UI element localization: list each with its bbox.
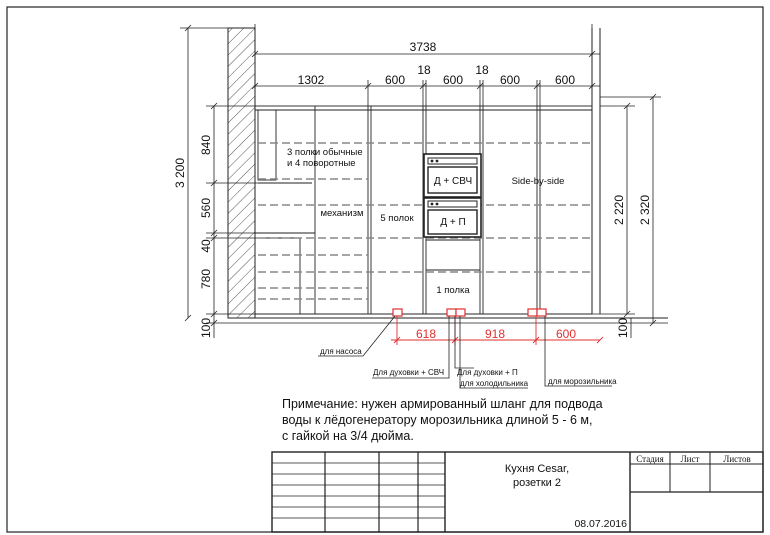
sheet-column-header: Лист: [680, 454, 700, 464]
drawing-date: 08.07.2016: [574, 518, 627, 530]
stage-column-header: Стадия: [636, 454, 664, 464]
oven-microwave-label: Д + СВЧ: [433, 176, 473, 187]
fridge-label: Side-by-side: [511, 176, 565, 187]
one-shelf-label: 1 полка: [436, 285, 470, 296]
freezer-socket-callout: для морозильника: [548, 377, 617, 386]
socket-dim-3: 600: [555, 327, 577, 341]
sheets-column-header: Листов: [723, 454, 751, 464]
note-line-3: с гайкой на 3/4 дюйма.: [282, 429, 414, 443]
total-height-label: 3 200: [173, 157, 187, 189]
right-plinth-label: 100: [616, 317, 630, 339]
socket-markers: [393, 309, 546, 316]
note-line-2: воды к лёдогенератору морозильника длиной 5 - 6 м,: [282, 413, 593, 427]
note-line-1: Примечание: нужен армированный шланг для подвода: [282, 397, 603, 411]
socket-dim-1: 618: [415, 327, 437, 341]
height-lower-label: 780: [199, 268, 213, 290]
pump-socket-callout: для насоса: [320, 347, 362, 356]
five-shelves-label: 5 полок: [380, 213, 414, 224]
column-height-label: 2 320: [638, 194, 652, 226]
project-name: Кухня Cesar,: [504, 463, 570, 475]
dim-segment-3: 18: [417, 63, 431, 77]
dim-segment-5: 18: [475, 63, 489, 77]
dim-segment-1: 1302: [297, 73, 325, 87]
dim-segment-2: 600: [384, 73, 406, 87]
fridge-height-label: 2 220: [612, 194, 626, 226]
mechanism-label: механизм: [320, 208, 364, 219]
dim-segment-6: 600: [499, 73, 521, 87]
oven-steam-label: Д + П: [440, 217, 466, 228]
fridge-socket-callout: для холодильника: [460, 379, 529, 388]
wall-section: [228, 28, 255, 318]
oven-microwave-socket-callout: Для духовки + СВЧ: [373, 368, 445, 377]
rotating-shelves-label: и 4 поворотные: [287, 158, 356, 169]
height-middle-label: 560: [199, 197, 213, 219]
dim-segment-7: 600: [554, 73, 576, 87]
socket-dim-2: 918: [484, 327, 506, 341]
height-upper-label: 840: [199, 134, 213, 156]
height-plinth-label: 100: [199, 317, 213, 339]
oven-steam-socket-callout: Для духовки + П: [457, 368, 518, 377]
height-counter-label: 40: [199, 239, 213, 253]
dim-segment-4: 600: [442, 73, 464, 87]
overall-width-label: 3738: [409, 40, 437, 54]
hose-note: [282, 396, 622, 444]
right-wall: [592, 28, 600, 314]
shelves-label: 3 полки обычные: [287, 147, 363, 158]
sheet-name: розетки 2: [513, 477, 561, 489]
